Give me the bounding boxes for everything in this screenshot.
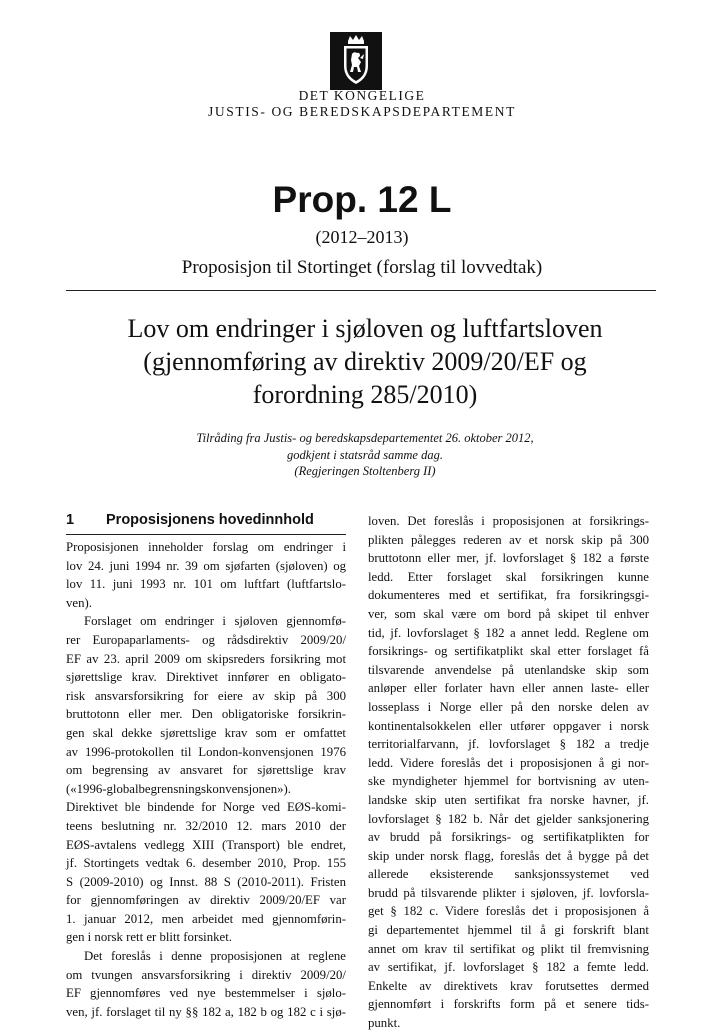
section-heading	[66, 512, 346, 532]
body-text-line: om tvungen ansvarsforsikring i direktiv 2009/20/	[66, 967, 346, 982]
norwegian-crest-icon	[330, 32, 382, 90]
body-text-line: risk ansvarsforsikring for eiere av skip på 300	[66, 688, 346, 703]
body-text-line: Forslaget om endringer i sjøloven gjennomfø-	[84, 614, 346, 629]
proposition-session: (2012–2013)	[315, 227, 409, 247]
body-text-line: ledd. Videre foreslås det i proposisjonen å gi nor-	[368, 755, 649, 770]
title-divider	[66, 290, 656, 291]
body-text-line: Enkelte av direktivets krav forutsettes dermed	[368, 978, 649, 993]
body-text-line: lovforslaget § 182 b. Når det gjelder sanksjonering	[368, 811, 649, 826]
body-text-line: plikten pålegges rederen av et norsk skip på 300	[368, 532, 649, 547]
body-text-line: ver, som skal være om bord på skipet til enhver	[368, 606, 649, 621]
law-title-line: Lov om endringer i sjøloven og luftfartsloven	[127, 314, 603, 343]
body-text-line: forsikrings- og sertifikatplikt skal etter forslaget få	[368, 644, 649, 659]
body-text-line: dokumenteres med et sertifikat, fra forsikringsgi-	[368, 588, 649, 603]
recommendation-line: (Regjeringen Stoltenberg II)	[294, 464, 436, 478]
body-text-line: av brudd på forsikrings- og sertifikatplikten for	[368, 830, 649, 845]
body-text-line: gen skal dekke sjørettslige krav som er omfattet	[66, 725, 346, 740]
body-text-line: om begrensing av ansvaret for sjørettslige krav	[66, 763, 346, 778]
body-text-line: annet om krav til sertifikat og plikt til fremvisning	[368, 941, 649, 956]
body-text-line: gjennomført i forskrifts form på et senere tids-	[368, 997, 649, 1012]
body-text-line: allerede eksisterende sanksjonssystemet ved	[368, 867, 649, 882]
body-text-line: Direktivet ble bindende for Norge ved EØS-komi-	[66, 800, 346, 815]
law-title-line: (gjennomføring av direktiv 2009/20/EF og	[143, 347, 587, 376]
body-text-line: S (2009-2010) og Innst. 88 S (2010-2011). Fristen	[66, 874, 346, 889]
recommendation-line: godkjent i statsråd samme dag.	[287, 447, 443, 462]
body-text-line: EØS-avtalens vedlegg XIII (Transport) ble endret,	[66, 837, 346, 852]
body-text-line: av sertifikat, jf. lovforslaget § 182 a femte ledd.	[368, 960, 649, 975]
body-text-line: 1. januar 2012, men arbeidet med gjennomførin-	[66, 911, 346, 926]
right-text-column	[368, 512, 649, 1033]
body-text-line: anløper eller forlater havn eller annen laste- eller	[368, 681, 649, 696]
body-text-line: EF av 23. april 2009 om skipsreders forsikring mot	[66, 651, 346, 666]
body-text-line: EF gjennomføres ved nye bestemmelser i sjølo-	[66, 986, 346, 1001]
body-text-line: gi departementet hjemmel til å gi forskrift blant	[368, 923, 649, 938]
body-text-line: losseplass i Norge eller på den norske delen av	[368, 699, 649, 714]
law-title	[80, 312, 650, 411]
body-text-line: tilsvarende anvendelse på utenlandske skip som	[368, 662, 649, 677]
body-text-line: kontinentalsokkelen eller utfører oppgaver i norsk	[368, 718, 649, 733]
body-text-line: Det foreslås i denne proposisjonen at reglene	[84, 949, 346, 964]
body-text-line: rer Europaparlaments- og rådsdirektiv 2009/20/	[66, 632, 346, 647]
body-text-line: for gjennomføringen av direktiv 2009/20/EF var	[66, 893, 346, 908]
recommendation-line: Tilråding fra Justis- og beredskapsdepartementet 26. oktober 2012,	[196, 431, 534, 445]
body-text-line: lov 24. juni 1994 nr. 39 om sjøfarten (sjøloven) og	[66, 558, 346, 573]
body-text-line: ledd. Etter forslaget skal forsikringen kunne	[368, 569, 649, 584]
body-text-line: landske skip uten sertifikat fra norske havner, jf.	[368, 792, 649, 807]
body-text-line: punkt.	[368, 1016, 401, 1031]
body-text-line: gen i norsk rett er blitt forsinket.	[66, 930, 232, 945]
body-text-line: ven).	[66, 595, 92, 610]
body-text-line: jf. Stortingets vedtak 6. desember 2010, Prop. 155	[66, 856, 346, 871]
body-text-line: get § 182 c. Videre foreslås det i proposisjonen å	[368, 904, 649, 919]
body-text-line: ven, jf. forslaget til ny §§ 182 a, 182 b og 182 c i sjø-	[66, 1004, 346, 1019]
body-text-line: territorialfarvann, jf. lovforslaget § 182 a tredje	[368, 737, 649, 752]
section-number: 1	[66, 512, 75, 528]
body-text-line: loven. Det foreslås i proposisjonen at forsikrings-	[368, 514, 649, 528]
body-text-line: ske myndigheter hjemmel for bortvisning av uten-	[368, 774, 649, 789]
body-text-line: bruttotonn eller mer. Den obligatoriske forsikrin-	[66, 707, 346, 722]
body-text-line: («1996-globalbegrensningskonvensjonen»).	[66, 781, 291, 796]
department-line-2: JUSTIS- OG BEREDSKAPSDEPARTEMENT	[208, 104, 516, 119]
body-text-line: bruttotonn eller mer, jf. lovforslaget § 182 a første	[368, 551, 649, 566]
body-text-line: teens beslutning nr. 32/2010 12. mars 2010 der	[66, 818, 346, 833]
section-heading-divider	[66, 534, 346, 535]
recommendation-note	[80, 430, 650, 480]
body-text-line: skip under norsk flagg, foreslås det å bygge på det	[368, 848, 649, 863]
body-text-line: brudd på tilsvarende plikter i sjøloven, jf. lovforsla-	[368, 885, 649, 900]
body-text-line: lov 11. juni 1993 nr. 101 om luftfart (luftfartslo-	[66, 577, 346, 592]
body-text-line: Proposisjonen inneholder forslag om endringer i	[66, 540, 346, 554]
body-text-line: av 1996-protokollen til London-konvensjonen 1976	[66, 744, 346, 759]
left-text-column	[66, 538, 346, 1021]
law-title-line: forordning 285/2010)	[252, 380, 478, 409]
section-heading-text: Proposisjonens hovedinnhold	[106, 512, 314, 528]
proposition-title: Prop. 12 L	[272, 179, 452, 220]
department-line-1: DET KONGELIGE	[298, 88, 426, 103]
body-text-line: tid, jf. lovforslaget § 182 a annet ledd. Reglene om	[368, 625, 649, 640]
proposition-subtitle: Proposisjon til Stortinget (forslag til lovvedtak)	[181, 257, 543, 278]
body-text-line: sjørettslige krav. Direktivet innfører en obligato-	[66, 670, 346, 685]
